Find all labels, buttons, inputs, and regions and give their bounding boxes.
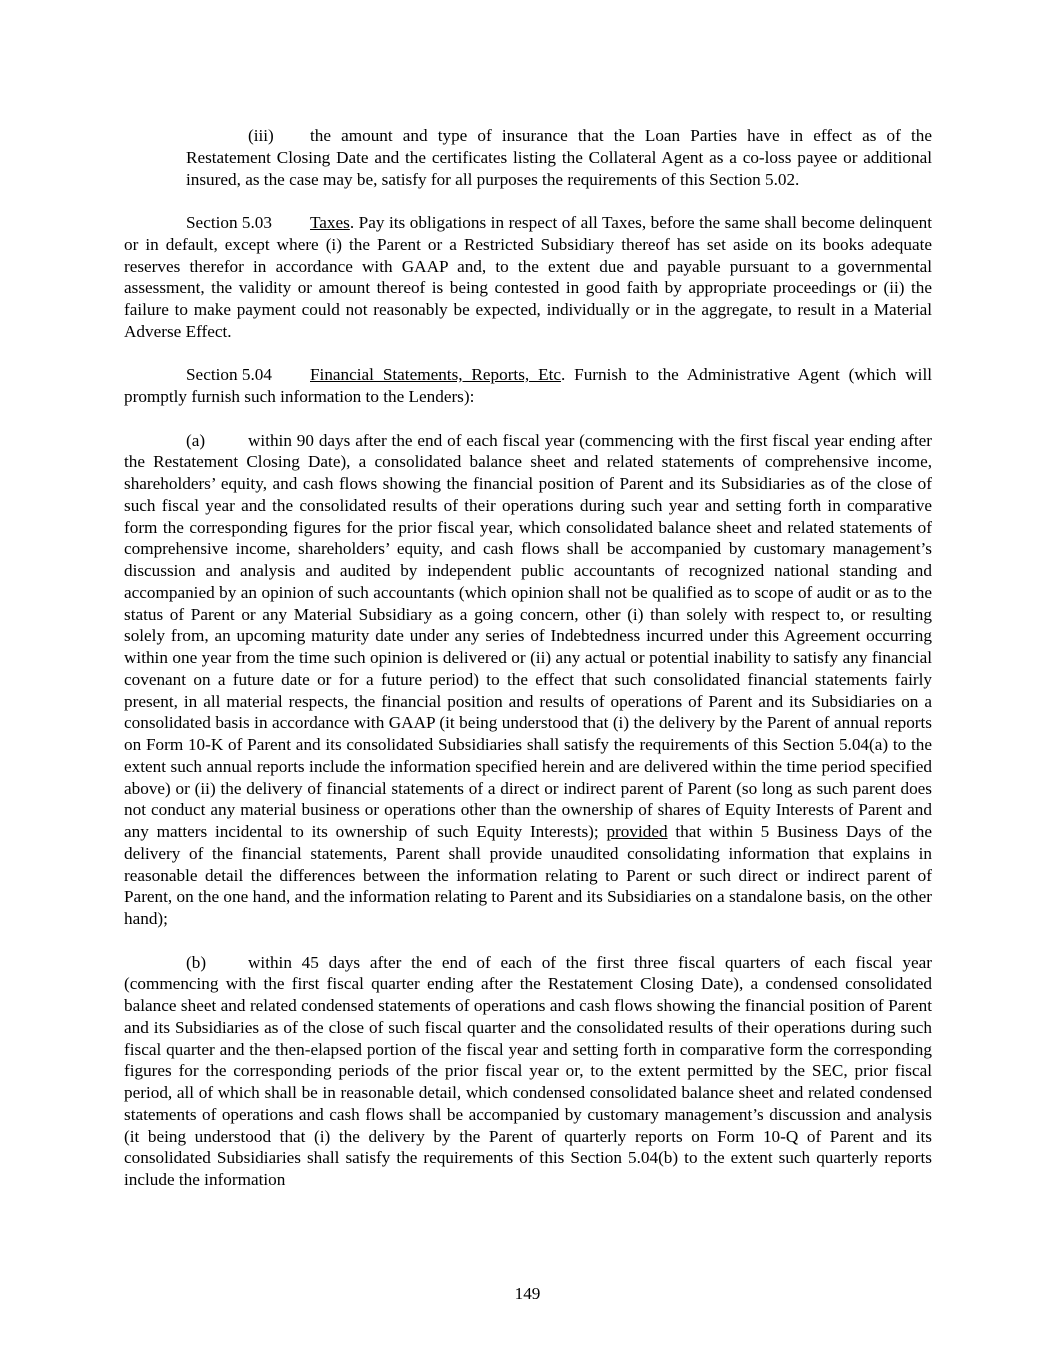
section-5-03-text: . Pay its obligations in respect of all Taxes, before the same shall become delinquent or in default, except where (i) the Parent or a Restricted Subsidiary thereof has set aside on its books adequate reserves therefor in accordance with GAAP and, to the extent due and payable pursuant to a governmental assessment, the validity or amount thereof is being contested in good faith by appropriate proceedings or (ii) the failure to make payment could not reasonably be expected, individually or in the aggregate, to result in a Material Adverse Effect. — [124, 213, 932, 341]
paragraph-clause-a — [124, 430, 932, 930]
paragraph-clause-b — [124, 952, 932, 1191]
clause-b-label: (b) — [186, 952, 207, 972]
clause-b-text: within 45 days after the end of each of the first three fiscal quarters of each fiscal year (commencing with the first fiscal quarter ending after the Restatement Closing Date), a condensed consolidated balance sheet and related condensed statements of operations and cash flows showing the financial position of Parent and its Subsidiaries as of the close of such fiscal quarter and the consolidated results of their operations during such fiscal quarter and the then-elapsed portion of the fiscal year and setting forth in comparative form the corresponding figures for the corresponding periods of the prior fiscal year or, to the extent permitted by the SEC, prior fiscal period, all of which shall be in reasonable detail, which condensed consolidated balance sheet and related condensed statements of operations and cash flows shall be accompanied by customary management’s discussion and analysis (it being understood that (i) the delivery by the Parent of quarterly reports on Form 10-Q of Parent and its consolidated Subsidiaries shall satisfy the requirements of this Section 5.04(b) to the extent such quarterly reports include the information — [124, 952, 932, 1189]
clause-a-label: (a) — [186, 430, 206, 450]
clause-a-text-after: that within 5 Business Days of the delivery of the financial statements, Parent shall provide unaudited consolidating information that explains in reasonable detail the differences between the information relating to Parent or such direct or indirect parent of Parent, on the one hand, and the information relating to Parent and its Subsidiaries on a standalone basis, on the other hand); — [124, 822, 932, 928]
document-page — [124, 125, 932, 1191]
clause-a-text-before: within 90 days after the end of each fiscal year (commencing with the first fiscal year ending after the Restatement Closing Date), a consolidated balance sheet and related statements of comprehensive income, shareholders’ equity, and cash flows showing the financial position of Parent and its Subsidiaries as of the close of such fiscal year and the consolidated results of their operations during such year and setting forth in comparative form the corresponding figures for the prior fiscal year, which consolidated balance sheet and related statements of comprehensive income, shareholders’ equity, and cash flows shall be accompanied by customary management’s discussion and analysis and audited by independent public accountants of recognized national standing and accompanied by an opinion of such accountants (which opinion shall not be qualified as to scope of audit or as to the status of Parent or any Material Subsidiary as a going concern, other (i) than solely with respect to, or resulting solely from, an upcoming maturity date under any series of Indebtedness incurred under this Agreement occurring within one year from the time such opinion is delivered or (ii) any actual or potential inability to satisfy any financial covenant on a future date or for a future period) to the effect that such consolidated financial statements fairly present, in all material respects, the financial position and results of operations of Parent and its Subsidiaries on a consolidated basis in accordance with GAAP (it being understood that (i) the delivery by the Parent of annual reports on Form 10-K of Parent and its consolidated Subsidiaries shall satisfy the requirements of this Section 5.04(a) to the extent such annual reports include the information specified herein and are delivered within the time period specified above) or (ii) the delivery of financial statements of a direct or indirect parent of Parent (so long as such parent does not conduct any material business or operations other than the ownership of shares of Equity Interests of Parent and any matters incidental to its ownership of such Equity Interests); — [124, 430, 932, 841]
paragraph-item-iii — [186, 125, 932, 190]
page-number: 149 — [514, 1284, 541, 1303]
section-5-04-number: Section 5.04 — [186, 365, 272, 385]
section-5-03-number: Section 5.03 — [186, 213, 272, 232]
clause-a-proviso: provided — [606, 822, 668, 841]
section-5-04-heading: Financial Statements, Reports, Etc — [310, 365, 561, 385]
item-iii-label: (iii) — [248, 126, 274, 145]
paragraph-section-5-03 — [124, 212, 932, 343]
section-5-04-text: . Furnish to the Administrative Agent (which will promptly furnish such information to the Lenders): — [124, 365, 932, 406]
item-iii-text: the amount and type of insurance that the Loan Parties have in effect as of the Restatement Closing Date and the certificates listing the Collateral Agent as a co-loss payee or additional insured, as the case may be, satisfy for all purposes the requirements of this Section 5.02. — [186, 126, 932, 189]
paragraph-section-5-04 — [124, 364, 932, 408]
section-5-03-heading: Taxes — [310, 213, 350, 232]
